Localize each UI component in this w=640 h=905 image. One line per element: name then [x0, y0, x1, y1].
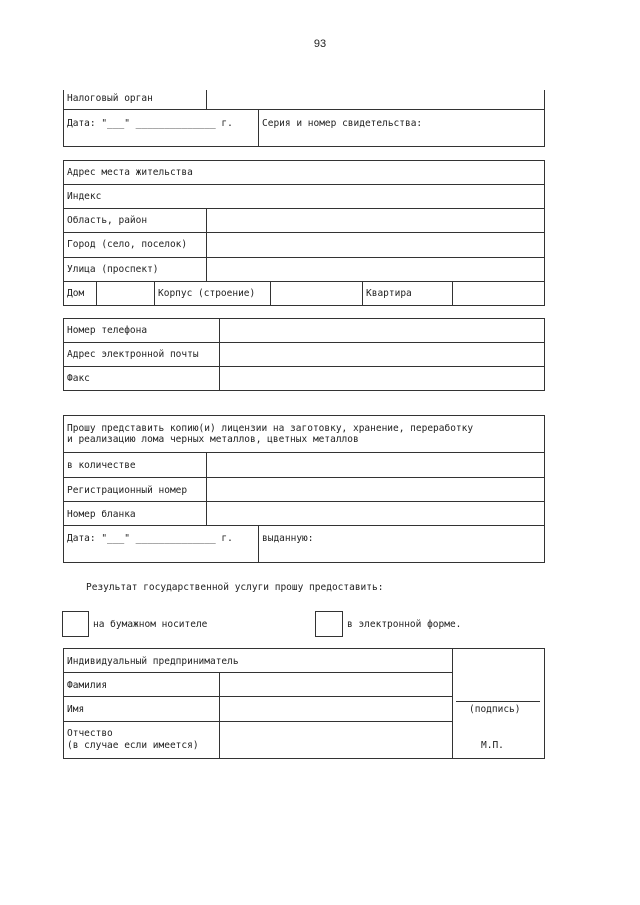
- fax-label: Факс: [67, 373, 90, 384]
- table-border: [258, 525, 259, 562]
- table-border: [452, 648, 453, 759]
- table-border: [544, 160, 545, 306]
- table-border: [206, 208, 207, 281]
- building-label: Корпус (строение): [158, 288, 256, 299]
- table-border: [63, 477, 545, 478]
- table-border: [63, 415, 545, 416]
- table-border: [63, 281, 545, 282]
- table-border: [206, 452, 207, 525]
- region-label: Область, район: [67, 215, 148, 226]
- table-border: [63, 721, 453, 722]
- table-border: [544, 415, 545, 563]
- table-border: [63, 257, 545, 258]
- table-border: [219, 318, 220, 391]
- electronic-label: в электронной форме.: [347, 619, 462, 630]
- paper-checkbox[interactable]: [62, 611, 89, 637]
- table-border: [452, 281, 453, 305]
- table-border: [63, 232, 545, 233]
- patronymic-label-line1: Отчество: [67, 728, 113, 739]
- table-border: [258, 109, 259, 147]
- table-border: [63, 305, 545, 306]
- form-number-label: Номер бланка: [67, 509, 136, 520]
- table-border: [63, 415, 64, 563]
- quantity-label: в количестве: [67, 460, 136, 471]
- table-border: [63, 758, 545, 759]
- patronymic-label-line2: (в случае если имеется): [67, 740, 199, 751]
- issued-label: выданную:: [262, 533, 314, 544]
- email-label: Адрес электронной почты: [67, 349, 199, 360]
- table-border: [544, 90, 545, 147]
- table-border: [63, 208, 545, 209]
- table-border: [206, 90, 207, 109]
- reg-number-label: Регистрационный номер: [67, 485, 188, 496]
- house-label: Дом: [67, 288, 85, 299]
- city-label: Город (село, поселок): [67, 239, 188, 250]
- entrepreneur-title: Индивидуальный предприниматель: [67, 656, 239, 667]
- table-border: [63, 562, 545, 563]
- tax-organ-label: Налоговый орган: [67, 93, 153, 104]
- table-border: [544, 648, 545, 759]
- name-label: Имя: [67, 704, 85, 715]
- signature-line: [456, 701, 540, 702]
- table-border: [63, 160, 64, 306]
- table-border: [544, 318, 545, 391]
- license-request-line2: и реализацию лома черных металлов, цветных металлов: [67, 434, 359, 445]
- table-border: [362, 281, 363, 305]
- apartment-label: Квартира: [366, 288, 412, 299]
- table-border: [63, 184, 545, 185]
- table-border: [96, 281, 97, 305]
- table-border: [63, 160, 545, 161]
- table-border: [63, 90, 64, 147]
- table-border: [63, 452, 545, 453]
- paper-label: на бумажном носителе: [93, 619, 208, 630]
- table-border: [63, 648, 64, 759]
- phone-label: Номер телефона: [67, 325, 148, 336]
- table-border: [63, 366, 545, 367]
- table-border: [270, 281, 271, 305]
- license-date-label: Дата: "___" ______________ г.: [67, 533, 233, 544]
- table-border: [63, 672, 453, 673]
- series-number-label: Серия и номер свидетельства:: [262, 118, 423, 129]
- table-border: [219, 672, 220, 758]
- surname-label: Фамилия: [67, 680, 108, 691]
- table-border: [63, 342, 545, 343]
- table-border: [63, 696, 453, 697]
- table-border: [154, 281, 155, 305]
- page-number: 93: [313, 38, 327, 50]
- license-request-line1: Прошу представить копию(и) лицензии на заготовку, хранение, переработку: [67, 423, 474, 434]
- table-border: [63, 501, 545, 502]
- address-title: Адрес места жительства: [67, 167, 193, 178]
- signature-label: (подпись): [469, 704, 521, 715]
- table-border: [63, 318, 545, 319]
- table-border: [63, 109, 545, 110]
- result-text: Результат государственной услуги прошу предоставить:: [86, 582, 384, 593]
- table-border: [63, 525, 545, 526]
- electronic-checkbox[interactable]: [315, 611, 343, 637]
- stamp-label: М.П.: [481, 740, 504, 751]
- street-label: Улица (проспект): [67, 264, 159, 275]
- table-border: [63, 648, 545, 649]
- index-label: Индекс: [67, 191, 102, 202]
- table-border: [63, 318, 64, 391]
- tax-date-label: Дата: "___" ______________ г.: [67, 118, 233, 129]
- table-border: [63, 390, 545, 391]
- table-border: [63, 146, 545, 147]
